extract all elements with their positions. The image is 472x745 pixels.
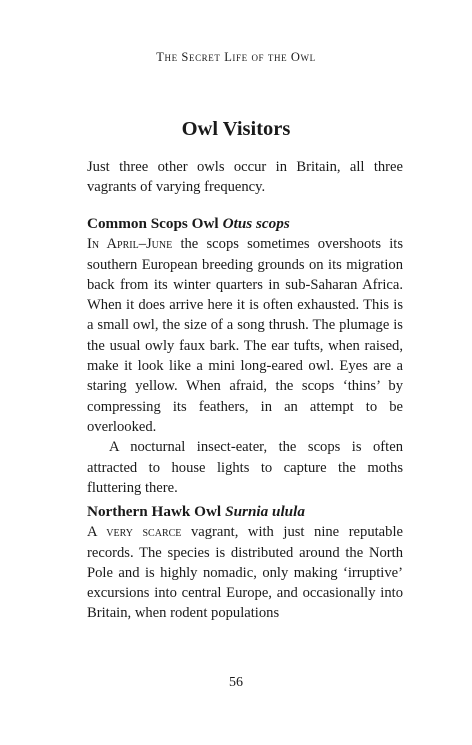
section-paragraph xyxy=(87,522,403,623)
lead-in: A very scarce xyxy=(87,524,182,541)
section-heading xyxy=(87,214,403,234)
section-paragraph: A nocturnal insect-eater, the scops is often attracted to house lights to capture the moths fluttering there. xyxy=(87,439,403,496)
paragraph-text: the scops sometimes overshoots its southern European breeding grounds on its migration back from its winter quarters in sub-Saharan Africa. When it does arrive here it is often exhausted. This is a small owl, the size of a song thrush. The plumage is the usual owly faux bark. The ear tufts, when raised, make it look like a mini long-eared owl. Eyes are a staring yellow. When afraid, the scops ‘thins’ by compressing its feathers, in an attempt to be overlooked. xyxy=(87,236,403,435)
lead-in: In April–June xyxy=(87,236,173,253)
running-head: The Secret Life of the Owl xyxy=(156,50,316,64)
section-paragraph xyxy=(87,234,403,437)
section-common-scops-owl xyxy=(87,214,403,498)
page-number: 56 xyxy=(229,675,243,690)
chapter-title: Owl Visitors xyxy=(181,118,291,140)
latin-name: Otus scops xyxy=(222,215,290,232)
common-name: Common Scops Owl xyxy=(87,215,219,232)
paragraph-text: vagrant, with just nine reputable records. The species is distributed around the North Pole and is highly nomadic, only making ‘irruptive’ excursions into central Europe, and occasionally into Britain, when rodent populations xyxy=(87,524,403,622)
intro-paragraph: Just three other owls occur in Britain, all three vagrants of varying frequency. xyxy=(87,159,403,196)
latin-name: Surnia ulula xyxy=(225,503,305,520)
section-heading xyxy=(87,502,403,522)
section-northern-hawk-owl xyxy=(87,502,403,624)
common-name: Northern Hawk Owl xyxy=(87,503,222,520)
